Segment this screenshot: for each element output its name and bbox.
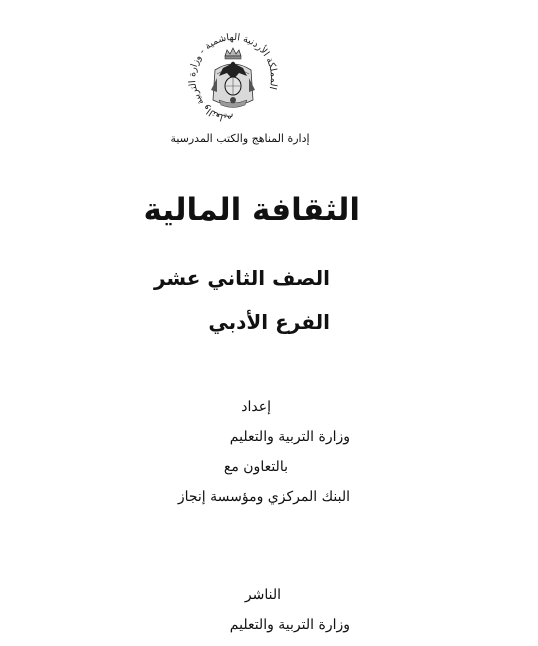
branch-label: الفرع الأدبي [208,310,330,334]
seal-ring-textpath: المملكة الأردنية الهاشمية - وزارة التربية والتعليم [187,31,280,125]
coat-of-arms-icon [181,30,285,130]
cooperation-label: بالتعاون مع [223,459,288,475]
partner-institutions: البنك المركزي ومؤسسة إنجاز [177,489,350,505]
publisher-block [60,580,350,640]
preparation-ministry: وزارة التربية والتعليم [229,429,350,445]
grade-label: الصف الثاني عشر [153,266,330,290]
publisher-name: وزارة التربية والتعليم [229,617,350,633]
preparation-label: إعداد [241,399,271,415]
publisher-label: الناشر [244,587,281,603]
preparation-block [60,392,350,512]
book-title: الثقافة المالية [143,192,360,228]
ministry-emblem [181,30,285,130]
department-name: إدارة المناهج والكتب المدرسية [170,132,310,145]
